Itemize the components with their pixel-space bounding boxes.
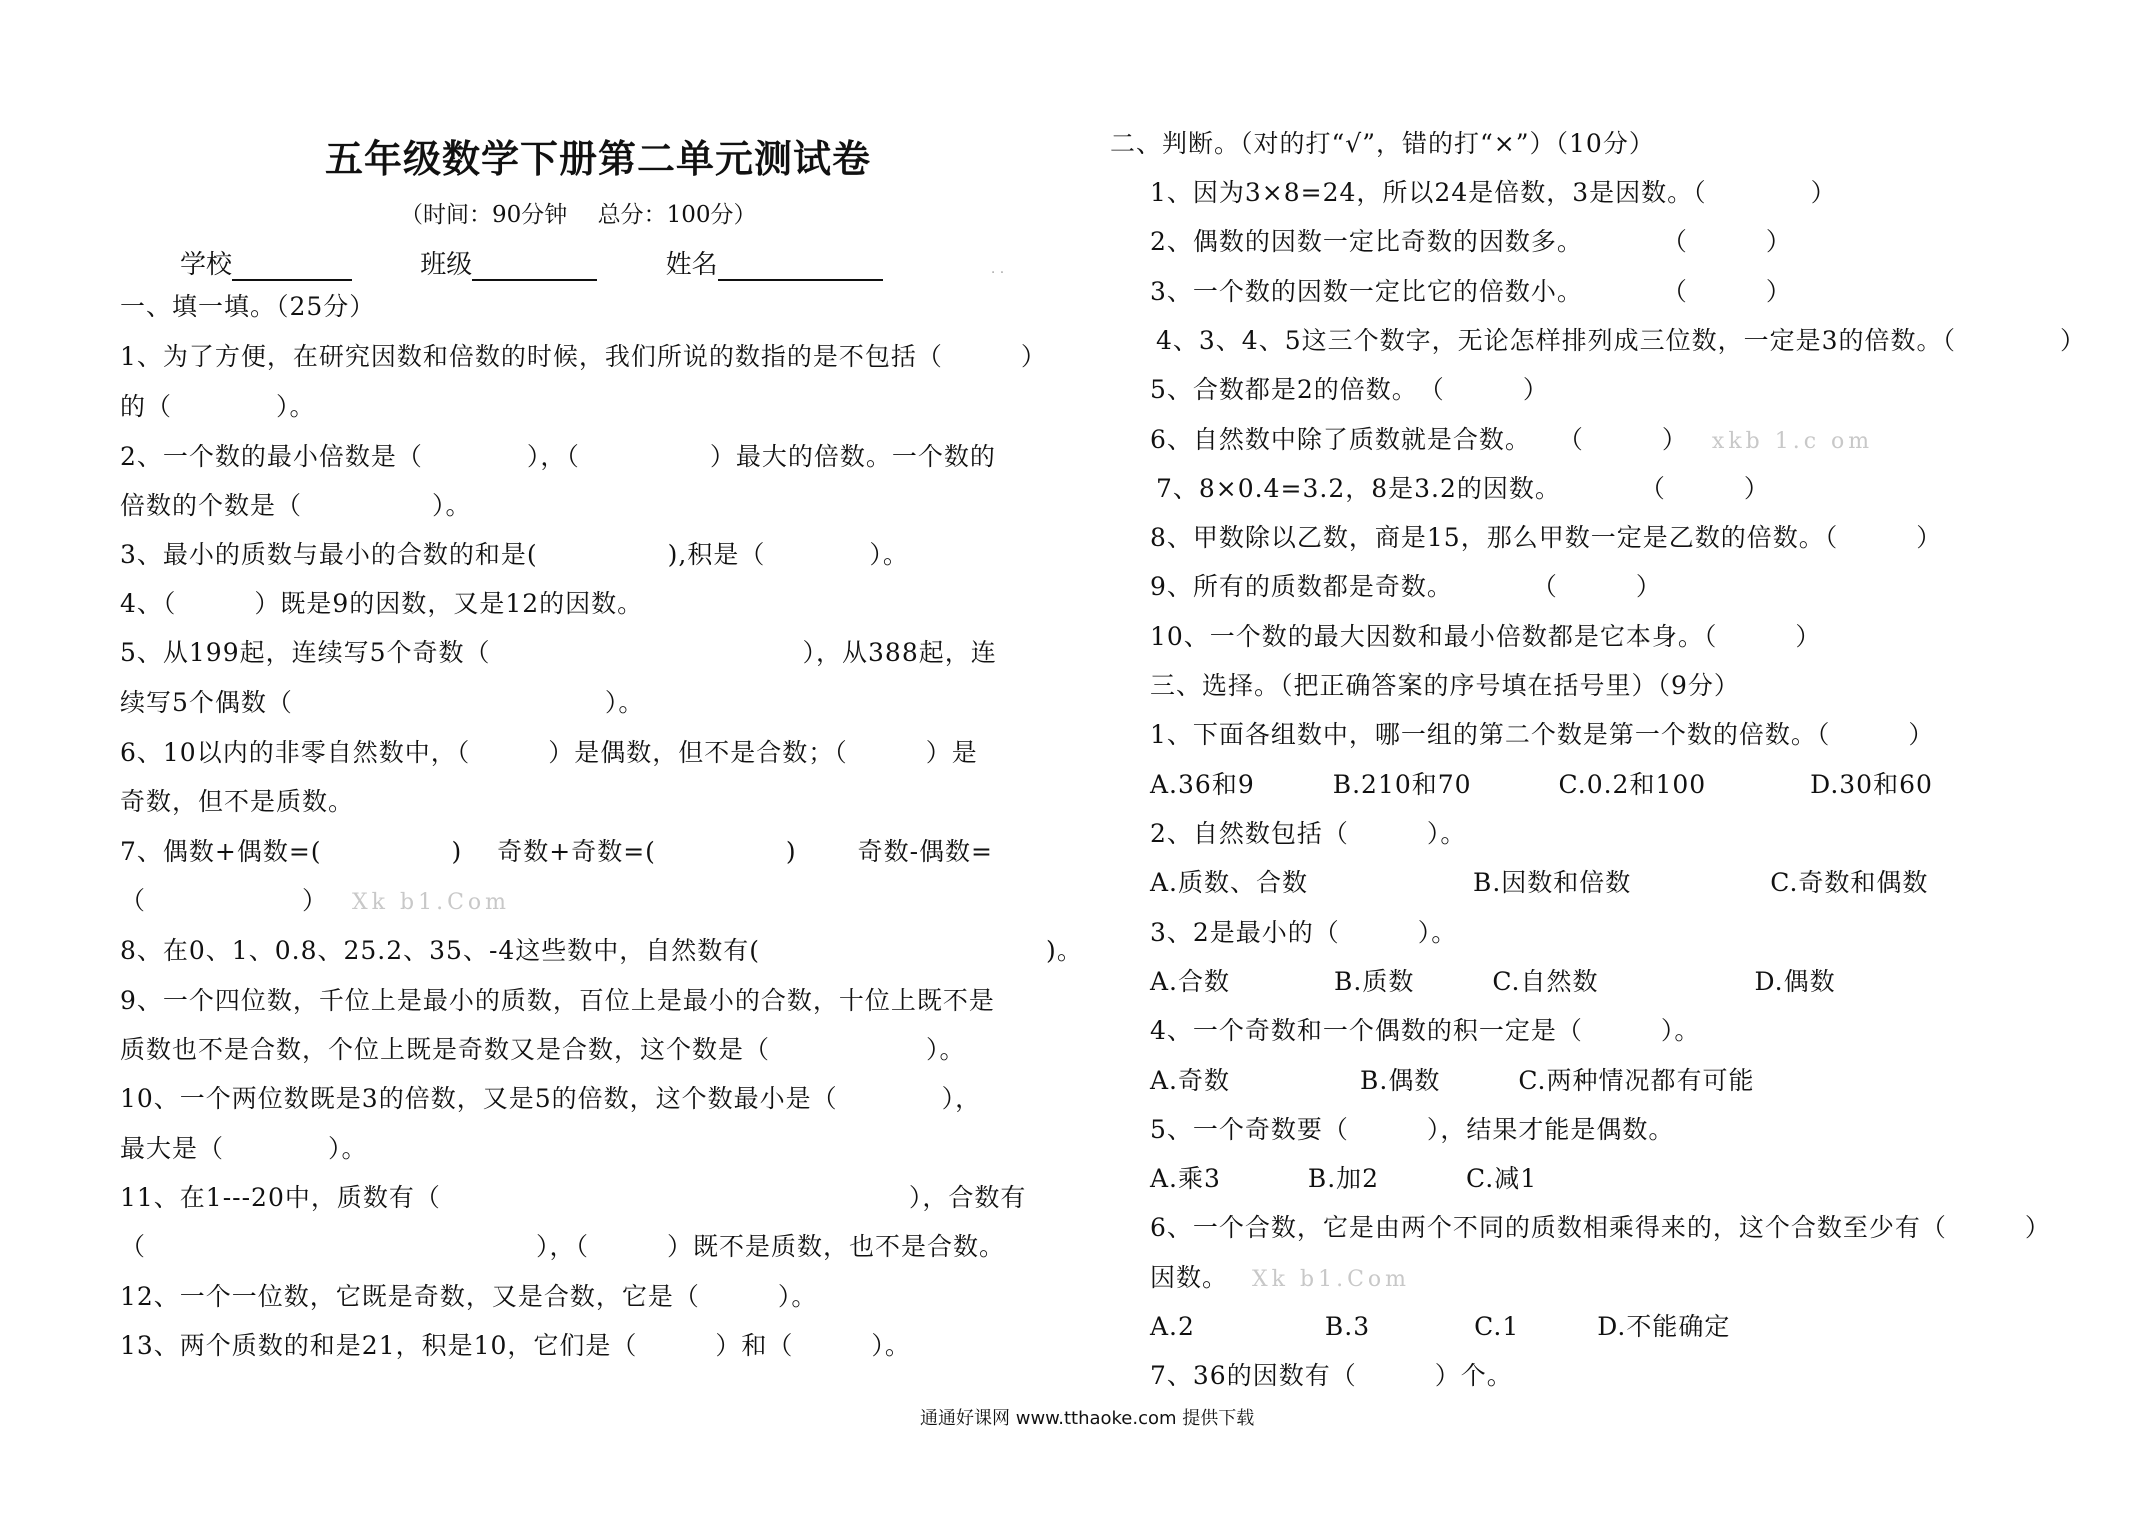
q1-line1: 1、为了方便，在研究因数和倍数的时候，我们所说的数指的是不包括（ ） (120, 342, 1047, 371)
student-info-row (180, 244, 1004, 281)
section-2-heading: 二、判断。（对的打“√”，错的打“×”）（10分） (1110, 129, 1655, 158)
q5-line1: 5、从199起，连续写5个奇数（ ），从388起，连 (120, 638, 997, 667)
section-3-heading: 三、选择。（把正确答案的序号填在括号里）（9分） (1150, 671, 1740, 700)
q8-line: 8、在0、1、0.8、25.2、35、-4这些数中，自然数有( )。 (120, 936, 1083, 965)
tf10-line: 10、一个数的最大因数和最小倍数都是它本身。（ ） (1150, 622, 1822, 651)
tf9-line: 9、所有的质数都是奇数。 （ ） (1150, 572, 1662, 601)
q4-line: 4、（ ）既是9的因数，又是12的因数。 (120, 589, 644, 618)
mc2-options: A.质数、合数 B.因数和倍数 C.奇数和偶数 (1150, 868, 1929, 897)
q9-line1: 9、一个四位数，千位上是最小的质数，百位上是最小的合数，十位上既不是 (120, 986, 995, 1015)
q7-line2 (120, 884, 510, 920)
mc5-question: 5、一个奇数要（ ），结果才能是偶数。 (1150, 1115, 1675, 1144)
section-1-heading: 一、填一填。（25分） (120, 292, 376, 321)
q9-line2: 质数也不是合数，个位上既是奇数又是合数，这个数是（ ）。 (120, 1035, 966, 1064)
tf2-line: 2、偶数的因数一定比奇数的因数多。 （ ） (1150, 227, 1792, 256)
q13-line: 13、两个质数的和是21，积是10，它们是（ ）和（ ）。 (120, 1331, 911, 1360)
q5-line2: 续写5个偶数（ ）。 (120, 688, 645, 717)
watermark-right-2: Xk b1.Com (1252, 1267, 1411, 1292)
page-title: 五年级数学下册第二单元测试卷 (325, 137, 872, 181)
class-field (420, 244, 597, 281)
q11-line2: （ ），（ ）既不是质数，也不是合数。 (120, 1232, 1006, 1261)
q7-line1: 7、偶数+偶数=( ) 奇数+奇数=( ) 奇数-偶数= (120, 837, 993, 866)
class-label: 班级 (420, 250, 473, 280)
school-label: 学校 (180, 250, 233, 280)
tf1-line: 1、因为3×8=24，所以24是倍数，3是因数。（ ） (1150, 178, 1837, 207)
tf3-line: 3、一个数的因数一定比它的倍数小。 （ ） (1150, 277, 1792, 306)
q6-line1: 6、10以内的非零自然数中，（ ）是偶数，但不是合数；（ ）是 (120, 738, 978, 767)
school-blank[interactable] (232, 251, 352, 281)
mc3-options: A.合数 B.质数 C.自然数 D.偶数 (1150, 967, 1836, 996)
mc6-line2-text: 因数。 (1150, 1263, 1229, 1292)
q7-line2-text: （ ） (120, 886, 329, 915)
mc6-question-line1: 6、一个合数，它是由两个不同的质数相乘得来的，这个合数至少有（ ） (1150, 1213, 2051, 1242)
tf8-line: 8、甲数除以乙数，商是15，那么甲数一定是乙数的倍数。（ ） (1150, 523, 1943, 552)
school-field (180, 244, 352, 281)
mc6-question-line2 (1150, 1261, 1410, 1297)
mc6-options: A.2 B.3 C.1 D.不能确定 (1150, 1312, 1731, 1341)
tf5-line: 5、合数都是2的倍数。 （ ） (1150, 375, 1549, 404)
watermark-right-1: xkb 1.c om (1711, 429, 1874, 454)
mc7-question: 7、36的因数有（ ）个。 (1150, 1361, 1513, 1390)
tf6-line (1150, 423, 1873, 459)
q1-line2: 的（ ）。 (120, 392, 316, 421)
mc3-question: 3、2是最小的（ ）。 (1150, 918, 1458, 947)
footer-credit: 通通好课网 www.tthaoke.com 提供下载 (920, 1408, 1255, 1429)
q2-line1: 2、一个数的最小倍数是（ ），（ ）最大的倍数。一个数的 (120, 442, 996, 471)
q11-line1: 11、在1---20中，质数有（ ），合数有 (120, 1183, 1027, 1212)
name-field (666, 244, 883, 281)
mc4-question: 4、一个奇数和一个偶数的积一定是（ ）。 (1150, 1016, 1701, 1045)
name-label: 姓名 (665, 250, 718, 280)
name-blank[interactable] (718, 251, 883, 281)
q10-line2: 最大是（ ）。 (120, 1134, 368, 1163)
q10-line1: 10、一个两位数既是3的倍数，又是5的倍数，这个数最小是（ ）， (120, 1084, 982, 1113)
q6-line2: 奇数，但不是质数。 (120, 787, 355, 816)
watermark-left: Xk b1.Com (352, 890, 511, 915)
q3-line: 3、最小的质数与最小的合数的和是( ),积是（ ）。 (120, 540, 909, 569)
exam-info: （时间：90分钟 总分：100分） (400, 202, 757, 228)
mc1-question: 1、下面各组数中，哪一组的第二个数是第一个数的倍数。（ ） (1150, 720, 1935, 749)
class-blank[interactable] (472, 251, 597, 281)
q2-line2: 倍数的个数是（ ）。 (120, 491, 472, 520)
dots: . . (990, 261, 1005, 277)
mc2-question: 2、自然数包括（ ）。 (1150, 819, 1467, 848)
tf4-line: 4、3、4、5这三个数字，无论怎样排列成三位数，一定是3的倍数。（ ） (1156, 326, 2087, 355)
mc4-options: A.奇数 B.偶数 C.两种情况都有可能 (1150, 1066, 1755, 1095)
mc5-options: A.乘3 B.加2 C.减1 (1150, 1164, 1538, 1193)
tf6-text: 6、自然数中除了质数就是合数。 （ ） (1150, 425, 1688, 454)
mc1-options: A.36和9 B.210和70 C.0.2和100 D.30和60 (1150, 770, 1933, 799)
tf7-line: 7、8×0.4=3.2，8是3.2的因数。 （ ） (1156, 474, 1770, 503)
q12-line: 12、一个一位数，它既是奇数，又是合数，它是（ ）。 (120, 1282, 818, 1311)
